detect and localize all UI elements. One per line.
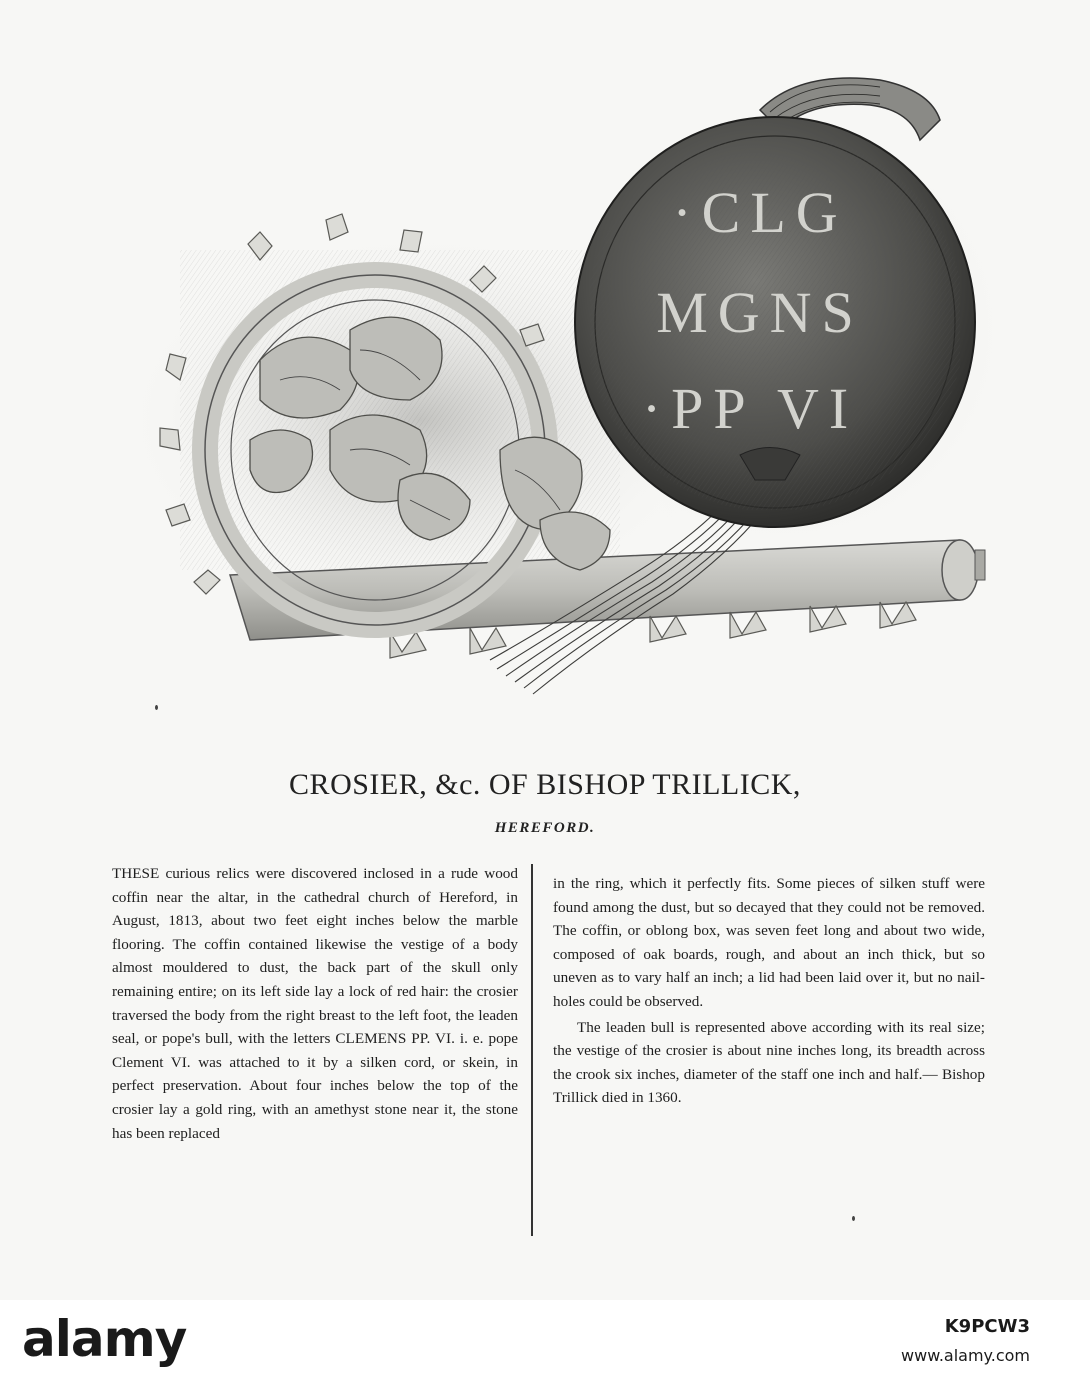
right-column-paragraph-2: The leaden bull is represented above according with its real size; the vestige of the crosier is about nine inches long, its breadth across the crook six inches, diameter of the staff one inch and half.— Bishop Trillick died in 1360. xyxy=(553,1018,985,1107)
ink-speck xyxy=(852,1216,855,1221)
left-column xyxy=(112,862,518,1145)
image-code: K9PCW3 xyxy=(944,1316,1030,1337)
watermark-url: www.alamy.com xyxy=(901,1346,1030,1365)
left-column-paragraph: THESE curious relics were discovered inclosed in a rude wood coffin near the altar, in the cathedral church of Hereford, in August, 1813, about two feet eight inches below the marble flooring. The coffin contained likewise the vestige of a body almost mouldered to dust, the back part of the skull only remaining entire; on its left side lay a lock of red hair: the crosier traversed the body from the right breast to the left foot, the leaden seal, or pope's bull, with the letters CLEMENS PP. VI. i. e. pope Clement VI. was attached to it by a silken cord, or skein, in perfect preservation. About four inches below the top of the crosier lay a gold ring, with an amethyst stone near it, the stone has been replaced xyxy=(112,865,518,1142)
article-subtitle: HEREFORD. xyxy=(494,820,596,836)
seal-line-1: ·CLG xyxy=(672,180,848,245)
article-title: CROSIER, &c. OF BISHOP TRILLICK, xyxy=(289,768,801,801)
ink-speck xyxy=(155,705,158,710)
right-column xyxy=(553,872,985,1110)
leaden-seal xyxy=(575,78,975,527)
alamy-logo: alamy xyxy=(22,1310,187,1368)
right-column-paragraph-1: in the ring, which it perfectly fits. Some pieces of silken stuff were found among the dust, but so decayed that they could not be removed. The coffin, or oblong box, was seven feet long and about two wide, composed of oak boards, rough, and about an inch thick, but so uneven as to vary half an inch; a lid had been laid over it, but no nail-holes could be observed. xyxy=(553,875,985,1010)
seal-line-2: MGNS xyxy=(656,280,864,345)
column-divider xyxy=(531,864,533,1236)
seal-line-3: ·PP VI xyxy=(641,376,859,441)
